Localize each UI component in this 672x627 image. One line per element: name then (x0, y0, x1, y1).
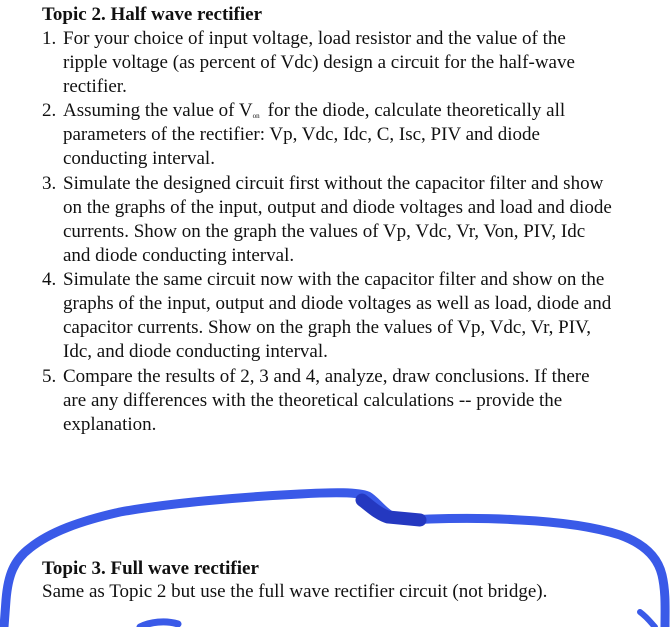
item-1-number: 1. (42, 28, 57, 49)
item-5-number: 5. (42, 366, 57, 387)
item-2-line-1-a: Assuming the value of V (63, 100, 253, 121)
topic3-title: Topic 3. Full wave rectifier (42, 558, 259, 579)
item-3-number: 3. (42, 173, 57, 194)
item-4-line-4: Idc, and diode conducting interval. (63, 341, 328, 362)
item-1-line-1: For your choice of input voltage, load resistor and the value of the (63, 28, 566, 49)
von-subscript: on (252, 112, 260, 120)
item-2-line-1-b: for the diode, calculate theoretically all (267, 100, 566, 121)
item-3-line-4: and diode conducting interval. (63, 245, 295, 266)
item-4-line-2: graphs of the input, output and diode voltages as well as load, diode and (63, 293, 612, 314)
item-3-line-3: currents. Show on the graph the values of Vp, Vdc, Vr, Von, PIV, Idc (63, 221, 586, 242)
item-4-line-1: Simulate the same circuit now with the capacitor filter and show on the (63, 269, 605, 290)
item-2-line-3: conducting interval. (63, 148, 215, 169)
item-4-line-3: capacitor currents. Show on the graph the values of Vp, Vdc, Vr, PIV, (63, 317, 592, 338)
item-3-line-1: Simulate the designed circuit first without the capacitor filter and show (63, 173, 604, 194)
topic3-description: Same as Topic 2 but use the full wave rectifier circuit (not bridge). (42, 581, 548, 602)
item-1-line-2: ripple voltage (as percent of Vdc) design a circuit for the half-wave (63, 52, 575, 73)
topic2-title: Topic 2. Half wave rectifier (42, 4, 263, 25)
item-3-line-2: on the graphs of the input, output and diode voltages and load and diode (63, 197, 612, 218)
item-5-line-1: Compare the results of 2, 3 and 4, analyze, draw conclusions. If there (63, 366, 590, 387)
item-2-number: 2. (42, 100, 57, 121)
item-5-line-3: explanation. (63, 414, 157, 435)
item-1-line-3: rectifier. (63, 76, 127, 97)
item-4-number: 4. (42, 269, 57, 290)
item-5-line-2: are any differences with the theoretical calculations -- provide the (63, 390, 563, 411)
item-2-line-2: parameters of the rectifier: Vp, Vdc, Idc, C, Isc, PIV and diode (63, 124, 540, 145)
